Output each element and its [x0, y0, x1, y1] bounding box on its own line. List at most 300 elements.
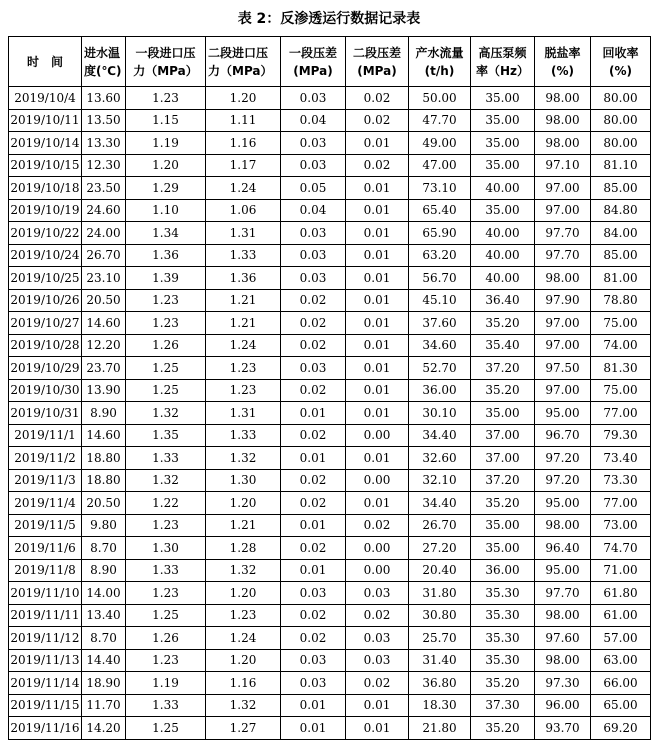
value-cell: 40.00 [471, 222, 535, 245]
value-cell: 13.90 [82, 379, 126, 402]
value-cell: 63.20 [409, 244, 471, 267]
value-cell: 0.01 [346, 312, 409, 335]
value-cell: 65.90 [409, 222, 471, 245]
value-cell: 63.00 [591, 649, 651, 672]
value-cell: 52.70 [409, 357, 471, 380]
value-cell: 18.90 [82, 672, 126, 695]
value-cell: 18.80 [82, 469, 126, 492]
table-row [9, 469, 651, 492]
value-cell: 0.01 [346, 357, 409, 380]
value-cell: 0.02 [346, 154, 409, 177]
date-cell: 2019/10/30 [9, 379, 82, 402]
value-cell: 61.00 [591, 604, 651, 627]
value-cell: 1.20 [126, 154, 206, 177]
value-cell: 32.10 [409, 469, 471, 492]
value-cell: 35.20 [471, 717, 535, 740]
value-cell: 0.02 [346, 514, 409, 537]
value-cell: 40.00 [471, 267, 535, 290]
date-cell: 2019/11/5 [9, 514, 82, 537]
value-cell: 0.01 [346, 402, 409, 425]
value-cell: 35.00 [471, 199, 535, 222]
date-cell: 2019/10/15 [9, 154, 82, 177]
value-cell: 49.00 [409, 132, 471, 155]
value-cell: 1.39 [126, 267, 206, 290]
date-cell: 2019/11/15 [9, 694, 82, 717]
value-cell: 1.32 [126, 402, 206, 425]
value-cell: 0.01 [346, 334, 409, 357]
value-cell: 1.33 [206, 424, 281, 447]
table-row [9, 177, 651, 200]
value-cell: 0.01 [281, 559, 346, 582]
date-cell: 2019/10/27 [9, 312, 82, 335]
value-cell: 18.30 [409, 694, 471, 717]
value-cell: 31.40 [409, 649, 471, 672]
value-cell: 97.00 [535, 379, 591, 402]
value-cell: 0.02 [281, 334, 346, 357]
value-cell: 1.36 [206, 267, 281, 290]
header-cell: 一段压差 (MPa) [281, 37, 346, 87]
value-cell: 1.24 [206, 334, 281, 357]
value-cell: 14.60 [82, 312, 126, 335]
table-row [9, 87, 651, 110]
value-cell: 32.60 [409, 447, 471, 470]
value-cell: 74.70 [591, 537, 651, 560]
header-cell: 脱盐率 (%) [535, 37, 591, 87]
date-cell: 2019/10/29 [9, 357, 82, 380]
table-row [9, 559, 651, 582]
value-cell: 0.04 [281, 109, 346, 132]
value-cell: 12.20 [82, 334, 126, 357]
value-cell: 1.19 [126, 132, 206, 155]
value-cell: 0.03 [281, 132, 346, 155]
value-cell: 13.30 [82, 132, 126, 155]
value-cell: 1.20 [206, 649, 281, 672]
value-cell: 20.40 [409, 559, 471, 582]
value-cell: 97.20 [535, 447, 591, 470]
value-cell: 1.32 [206, 447, 281, 470]
value-cell: 81.00 [591, 267, 651, 290]
value-cell: 34.40 [409, 424, 471, 447]
value-cell: 1.29 [126, 177, 206, 200]
value-cell: 35.30 [471, 649, 535, 672]
header-cell: 回收率 (%) [591, 37, 651, 87]
value-cell: 98.00 [535, 514, 591, 537]
table-row [9, 357, 651, 380]
date-cell: 2019/10/11 [9, 109, 82, 132]
table-row [9, 537, 651, 560]
table-row [9, 672, 651, 695]
value-cell: 1.33 [206, 244, 281, 267]
value-cell: 0.03 [346, 649, 409, 672]
date-cell: 2019/11/14 [9, 672, 82, 695]
value-cell: 24.00 [82, 222, 126, 245]
date-cell: 2019/11/3 [9, 469, 82, 492]
value-cell: 0.00 [346, 424, 409, 447]
value-cell: 97.00 [535, 177, 591, 200]
value-cell: 1.23 [126, 87, 206, 110]
value-cell: 21.80 [409, 717, 471, 740]
value-cell: 1.25 [126, 379, 206, 402]
value-cell: 1.23 [126, 514, 206, 537]
value-cell: 14.40 [82, 649, 126, 672]
value-cell: 77.00 [591, 492, 651, 515]
value-cell: 0.04 [281, 199, 346, 222]
value-cell: 1.15 [126, 109, 206, 132]
value-cell: 80.00 [591, 87, 651, 110]
value-cell: 34.60 [409, 334, 471, 357]
value-cell: 57.00 [591, 627, 651, 650]
value-cell: 35.00 [471, 87, 535, 110]
table-row [9, 222, 651, 245]
value-cell: 0.01 [346, 694, 409, 717]
value-cell: 0.01 [346, 379, 409, 402]
value-cell: 0.00 [346, 537, 409, 560]
value-cell: 37.60 [409, 312, 471, 335]
table-row [9, 402, 651, 425]
table-row [9, 267, 651, 290]
value-cell: 96.00 [535, 694, 591, 717]
value-cell: 66.00 [591, 672, 651, 695]
value-cell: 23.10 [82, 267, 126, 290]
value-cell: 1.30 [206, 469, 281, 492]
value-cell: 85.00 [591, 244, 651, 267]
value-cell: 65.40 [409, 199, 471, 222]
value-cell: 97.20 [535, 469, 591, 492]
value-cell: 56.70 [409, 267, 471, 290]
value-cell: 0.02 [281, 537, 346, 560]
value-cell: 1.33 [126, 559, 206, 582]
value-cell: 95.00 [535, 559, 591, 582]
value-cell: 1.06 [206, 199, 281, 222]
value-cell: 0.03 [281, 87, 346, 110]
value-cell: 1.26 [126, 334, 206, 357]
value-cell: 26.70 [82, 244, 126, 267]
value-cell: 79.30 [591, 424, 651, 447]
value-cell: 0.01 [281, 694, 346, 717]
value-cell: 84.80 [591, 199, 651, 222]
value-cell: 73.00 [591, 514, 651, 537]
value-cell: 0.02 [346, 109, 409, 132]
table-row [9, 334, 651, 357]
value-cell: 0.02 [281, 312, 346, 335]
value-cell: 0.01 [346, 492, 409, 515]
value-cell: 95.00 [535, 492, 591, 515]
value-cell: 97.50 [535, 357, 591, 380]
value-cell: 1.27 [206, 717, 281, 740]
value-cell: 97.60 [535, 627, 591, 650]
value-cell: 0.01 [281, 514, 346, 537]
date-cell: 2019/11/8 [9, 559, 82, 582]
date-cell: 2019/10/24 [9, 244, 82, 267]
value-cell: 30.80 [409, 604, 471, 627]
value-cell: 34.40 [409, 492, 471, 515]
value-cell: 97.00 [535, 334, 591, 357]
value-cell: 78.80 [591, 289, 651, 312]
value-cell: 0.01 [281, 717, 346, 740]
value-cell: 0.03 [281, 154, 346, 177]
value-cell: 27.20 [409, 537, 471, 560]
value-cell: 0.02 [281, 289, 346, 312]
value-cell: 35.20 [471, 492, 535, 515]
table-row [9, 244, 651, 267]
value-cell: 1.25 [126, 717, 206, 740]
value-cell: 1.19 [126, 672, 206, 695]
value-cell: 0.01 [346, 717, 409, 740]
date-cell: 2019/11/13 [9, 649, 82, 672]
date-cell: 2019/11/12 [9, 627, 82, 650]
date-cell: 2019/10/25 [9, 267, 82, 290]
value-cell: 1.17 [206, 154, 281, 177]
value-cell: 77.00 [591, 402, 651, 425]
value-cell: 13.40 [82, 604, 126, 627]
value-cell: 1.25 [126, 604, 206, 627]
table-row [9, 154, 651, 177]
value-cell: 0.01 [346, 222, 409, 245]
value-cell: 1.25 [126, 357, 206, 380]
value-cell: 30.10 [409, 402, 471, 425]
value-cell: 0.03 [346, 627, 409, 650]
date-cell: 2019/10/4 [9, 87, 82, 110]
value-cell: 35.20 [471, 672, 535, 695]
value-cell: 45.10 [409, 289, 471, 312]
table-row [9, 199, 651, 222]
value-cell: 0.03 [281, 222, 346, 245]
header-cell: 产水流量 (t/h) [409, 37, 471, 87]
date-cell: 2019/11/11 [9, 604, 82, 627]
value-cell: 97.70 [535, 244, 591, 267]
table-row [9, 109, 651, 132]
value-cell: 36.40 [471, 289, 535, 312]
value-cell: 1.21 [206, 514, 281, 537]
header-cell: 二段压差 (MPa) [346, 37, 409, 87]
date-cell: 2019/10/18 [9, 177, 82, 200]
header-cell: 进水温 度(℃) [82, 37, 126, 87]
value-cell: 23.50 [82, 177, 126, 200]
value-cell: 0.00 [346, 559, 409, 582]
value-cell: 1.33 [126, 694, 206, 717]
header-cell: 时 间 [9, 37, 82, 87]
value-cell: 1.32 [206, 559, 281, 582]
value-cell: 96.40 [535, 537, 591, 560]
value-cell: 35.30 [471, 627, 535, 650]
value-cell: 26.70 [409, 514, 471, 537]
value-cell: 37.20 [471, 469, 535, 492]
value-cell: 35.00 [471, 132, 535, 155]
value-cell: 1.22 [126, 492, 206, 515]
value-cell: 61.80 [591, 582, 651, 605]
value-cell: 40.00 [471, 177, 535, 200]
value-cell: 65.00 [591, 694, 651, 717]
value-cell: 0.03 [281, 357, 346, 380]
value-cell: 23.70 [82, 357, 126, 380]
value-cell: 98.00 [535, 87, 591, 110]
value-cell: 97.70 [535, 582, 591, 605]
value-cell: 1.23 [126, 289, 206, 312]
value-cell: 98.00 [535, 604, 591, 627]
table-row [9, 717, 651, 740]
value-cell: 0.03 [281, 649, 346, 672]
value-cell: 1.35 [126, 424, 206, 447]
value-cell: 0.02 [281, 469, 346, 492]
value-cell: 1.34 [126, 222, 206, 245]
date-cell: 2019/11/1 [9, 424, 82, 447]
value-cell: 35.00 [471, 514, 535, 537]
value-cell: 50.00 [409, 87, 471, 110]
value-cell: 98.00 [535, 649, 591, 672]
date-cell: 2019/10/26 [9, 289, 82, 312]
table-row [9, 424, 651, 447]
value-cell: 13.60 [82, 87, 126, 110]
value-cell: 96.70 [535, 424, 591, 447]
value-cell: 1.10 [126, 199, 206, 222]
value-cell: 35.20 [471, 379, 535, 402]
value-cell: 37.00 [471, 447, 535, 470]
value-cell: 97.70 [535, 222, 591, 245]
value-cell: 35.40 [471, 334, 535, 357]
date-cell: 2019/10/14 [9, 132, 82, 155]
value-cell: 14.60 [82, 424, 126, 447]
value-cell: 8.90 [82, 559, 126, 582]
value-cell: 11.70 [82, 694, 126, 717]
value-cell: 0.02 [281, 604, 346, 627]
value-cell: 81.30 [591, 357, 651, 380]
header-cell: 高压泵频 率（Hz） [471, 37, 535, 87]
table-row [9, 582, 651, 605]
date-cell: 2019/10/31 [9, 402, 82, 425]
value-cell: 1.23 [206, 604, 281, 627]
value-cell: 1.20 [206, 492, 281, 515]
value-cell: 20.50 [82, 492, 126, 515]
table-row [9, 514, 651, 537]
value-cell: 75.00 [591, 312, 651, 335]
value-cell: 1.16 [206, 132, 281, 155]
value-cell: 1.23 [126, 582, 206, 605]
value-cell: 80.00 [591, 132, 651, 155]
value-cell: 35.00 [471, 537, 535, 560]
value-cell: 69.20 [591, 717, 651, 740]
value-cell: 97.30 [535, 672, 591, 695]
value-cell: 1.20 [206, 582, 281, 605]
value-cell: 97.90 [535, 289, 591, 312]
value-cell: 1.21 [206, 312, 281, 335]
header-row [9, 37, 651, 87]
value-cell: 1.26 [126, 627, 206, 650]
table-row [9, 604, 651, 627]
date-cell: 2019/10/19 [9, 199, 82, 222]
value-cell: 0.03 [281, 582, 346, 605]
value-cell: 35.20 [471, 312, 535, 335]
table-caption: 表 2：反渗透运行数据记录表 [237, 11, 421, 27]
value-cell: 0.01 [346, 199, 409, 222]
value-cell: 0.03 [281, 267, 346, 290]
value-cell: 75.00 [591, 379, 651, 402]
value-cell: 0.01 [346, 289, 409, 312]
value-cell: 73.30 [591, 469, 651, 492]
value-cell: 1.20 [206, 87, 281, 110]
value-cell: 71.00 [591, 559, 651, 582]
value-cell: 73.40 [591, 447, 651, 470]
header-cell: 一段进口压 力（MPa） [126, 37, 206, 87]
table-row [9, 312, 651, 335]
value-cell: 8.70 [82, 627, 126, 650]
value-cell: 81.10 [591, 154, 651, 177]
value-cell: 80.00 [591, 109, 651, 132]
value-cell: 0.00 [346, 469, 409, 492]
value-cell: 35.00 [471, 154, 535, 177]
value-cell: 0.01 [281, 402, 346, 425]
date-cell: 2019/11/16 [9, 717, 82, 740]
value-cell: 47.70 [409, 109, 471, 132]
value-cell: 14.20 [82, 717, 126, 740]
value-cell: 0.02 [346, 604, 409, 627]
value-cell: 40.00 [471, 244, 535, 267]
value-cell: 25.70 [409, 627, 471, 650]
value-cell: 24.60 [82, 199, 126, 222]
value-cell: 0.02 [281, 492, 346, 515]
value-cell: 97.00 [535, 312, 591, 335]
value-cell: 97.00 [535, 199, 591, 222]
value-cell: 1.24 [206, 177, 281, 200]
value-cell: 0.02 [281, 379, 346, 402]
value-cell: 14.00 [82, 582, 126, 605]
value-cell: 31.80 [409, 582, 471, 605]
value-cell: 97.10 [535, 154, 591, 177]
table-row [9, 132, 651, 155]
value-cell: 1.31 [206, 222, 281, 245]
value-cell: 18.80 [82, 447, 126, 470]
value-cell: 9.80 [82, 514, 126, 537]
date-cell: 2019/11/2 [9, 447, 82, 470]
value-cell: 0.01 [346, 244, 409, 267]
value-cell: 1.28 [206, 537, 281, 560]
value-cell: 0.01 [281, 447, 346, 470]
value-cell: 35.00 [471, 109, 535, 132]
table-row [9, 694, 651, 717]
value-cell: 1.23 [126, 649, 206, 672]
value-cell: 37.00 [471, 424, 535, 447]
value-cell: 1.16 [206, 672, 281, 695]
value-cell: 1.33 [126, 447, 206, 470]
value-cell: 36.80 [409, 672, 471, 695]
value-cell: 0.03 [281, 672, 346, 695]
value-cell: 0.01 [346, 177, 409, 200]
header-cell: 二段进口压 力（MPa） [206, 37, 281, 87]
value-cell: 35.00 [471, 402, 535, 425]
value-cell: 1.21 [206, 289, 281, 312]
value-cell: 95.00 [535, 402, 591, 425]
table-row [9, 379, 651, 402]
value-cell: 98.00 [535, 267, 591, 290]
value-cell: 36.00 [409, 379, 471, 402]
value-cell: 0.02 [346, 87, 409, 110]
value-cell: 0.02 [346, 672, 409, 695]
value-cell: 84.00 [591, 222, 651, 245]
value-cell: 35.30 [471, 604, 535, 627]
table-row [9, 492, 651, 515]
value-cell: 20.50 [82, 289, 126, 312]
value-cell: 98.00 [535, 132, 591, 155]
value-cell: 8.90 [82, 402, 126, 425]
value-cell: 1.23 [206, 357, 281, 380]
value-cell: 1.32 [126, 469, 206, 492]
table-row [9, 627, 651, 650]
table-row [9, 289, 651, 312]
value-cell: 1.23 [206, 379, 281, 402]
value-cell: 0.02 [281, 627, 346, 650]
value-cell: 0.01 [346, 447, 409, 470]
value-cell: 1.30 [126, 537, 206, 560]
value-cell: 0.03 [281, 244, 346, 267]
